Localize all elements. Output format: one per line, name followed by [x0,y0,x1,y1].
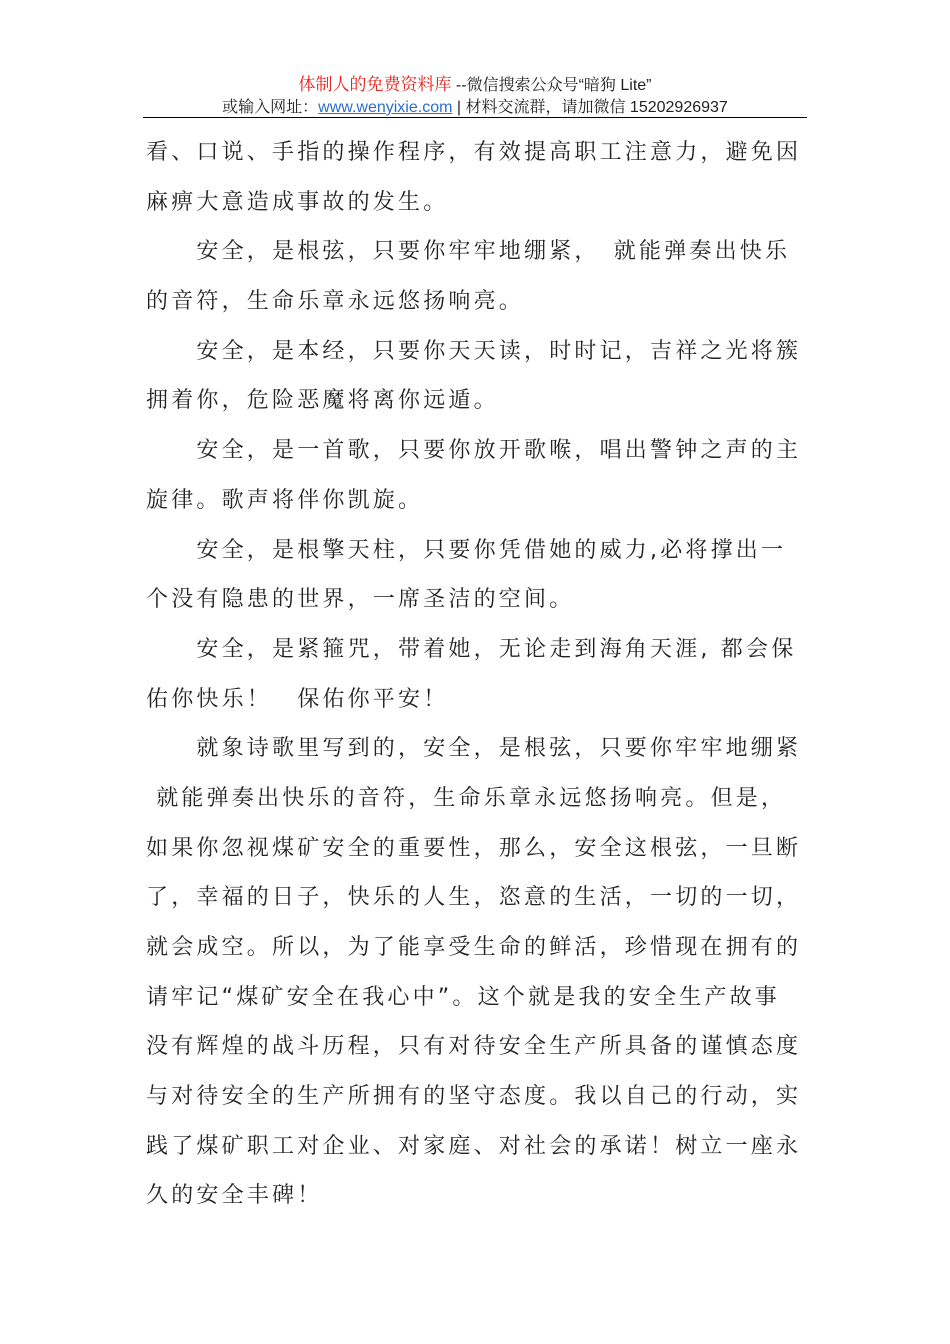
text-line: 了，幸福的日子，快乐的人生，恣意的生活，一切的一切， [146,885,802,911]
text-line: 如果你忽视煤矿安全的重要性，那么，安全这根弦，一旦断 [146,835,802,861]
text-line: 安全，是一首歌，只要你放开歌喉，唱出警钟之声的主 [146,438,802,464]
text-line: 安全，是根擎天柱，只要你凭借她的威力,必将撑出一 [146,537,787,563]
text-line: 与对待安全的生产所拥有的坚守态度。我以自己的行动，实 [146,1084,802,1110]
wechat-text: --微信搜索公众号“暗狗 Lite” [451,77,652,94]
text-line: 就能弹奏出快乐的音符，生命乐章永远悠扬响亮。但是， [146,785,787,811]
text-line: 就象诗歌里写到的，安全，是根弦，只要你牢牢地绷紧 [146,736,802,762]
website-link[interactable]: www.wenyixie.com [318,99,453,116]
text-line: 看、口说、手指的操作程序，有效提高职工注意力，避免因 [146,140,802,165]
text-line: 的音符，生命乐章永远悠扬响亮。 [146,289,525,315]
url-label: 或输入网址： [222,99,319,116]
text-line: 个没有隐患的世界，一席圣洁的空间。 [146,587,575,613]
header-line-1 [0,70,950,95]
header-divider [143,117,807,118]
text-line: 就会成空。所以，为了能享受生命的鲜活，珍惜现在拥有的 [146,935,802,960]
text-line: 安全，是本经，只要你天天读，时时记，吉祥之光将簇 [146,338,802,364]
text-line: 安全，是根弦，只要你牢牢地绷紧， 就能弹奏出快乐 [146,239,791,265]
text-line: 没有辉煌的战斗历程，只有对待安全生产所具备的谨慎态度 [146,1034,802,1060]
document-body [146,128,826,1221]
text-line: 旋律。歌声将伴你凯旋。 [146,487,424,513]
text-line: 拥着你，危险恶魔将离你远遁。 [146,388,499,414]
text-line: 佑你快乐！ 保佑你平安！ [146,686,449,712]
text-line: 请牢记“煤矿安全在我心中”。这个就是我的安全生产故事 [146,984,780,1010]
header-line-2 [0,94,950,117]
contact-text: | 材料交流群，请加微信 15202926937 [452,99,728,116]
text-line: 安全，是紧箍咒，带着她，无论走到海角天涯, 都会保 [146,636,797,662]
text-line: 践了煤矿职工对企业、对家庭、对社会的承诺！树立一座永 [146,1133,802,1159]
brand-title: 体制人的免费资料库 [298,75,452,94]
text-line: 久的安全丰碑！ [146,1183,323,1209]
text-line: 麻痹大意造成事故的发生。 [146,189,449,215]
